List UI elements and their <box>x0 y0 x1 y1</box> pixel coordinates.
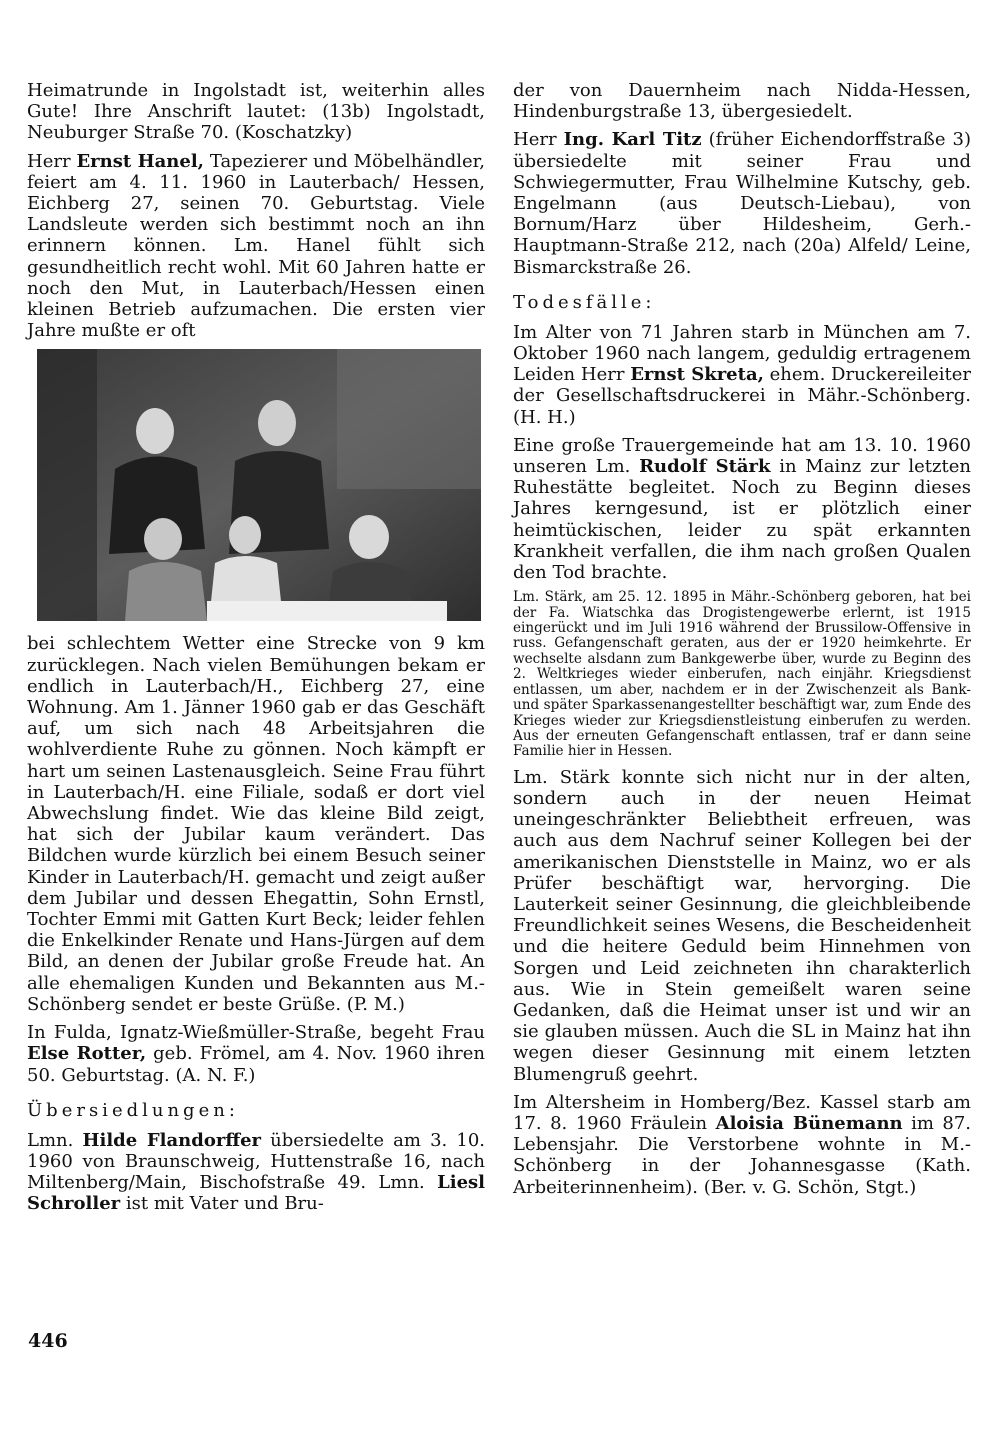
person-name-karl-titz: Ing. Karl Titz <box>563 129 702 151</box>
text-segment: ehem. Druckereileiter der Gesellschaftsdruckerei in Mähr.-Schönberg. (H. H.) <box>513 364 971 428</box>
right-column <box>513 80 971 1205</box>
article-moves <box>27 1130 485 1215</box>
text-segment: Herr <box>27 150 77 172</box>
article-ingolstadt-ending: Heimatrunde in Ingolstadt ist, weiterhin alles Gute! Ihre Anschrift lautet: (13b) Ingolstadt, Neuburger Straße 70. (Koschatzky) <box>27 80 485 144</box>
person-name-hilde-flandorffer: Hilde Flandorffer <box>82 1129 262 1151</box>
text-segment: Im Alter von 71 Jahren starb in München am 7. Oktober 1960 nach langem, geduldig ertragenem Leiden Herr <box>513 321 971 386</box>
person-name-ernst-hanel: Ernst Hanel, <box>76 150 204 172</box>
text-segment: In Fulda, Ignatz-Wießmüller-Straße, begeht Frau <box>27 1022 485 1044</box>
text-segment: übersiedelte am 3. 10. 1960 von Braunschweig, Huttenstraße 16, nach Miltenberg/Main, Bischofstraße 49. Lmn. <box>27 1129 486 1194</box>
person-name-ernst-skreta: Ernst Skreta, <box>630 364 764 386</box>
article-ernst-skreta <box>513 322 971 428</box>
article-ernst-hanel-continued: bei schlechtem Wetter eine Strecke von 9 km zurücklegen. Nach vielen Bemühungen bekam er endlich in Lauterbach/H., Eichberg 27, eine Wohnung. Am 1. Jänner 1960 gab er das Geschäft auf, um sich nach 48 Arbeitsjahren die wohlverdiente Ruhe zu gönnen. Noch kämpft er hart um seinen Lastenausgleich. Seine Frau führt in Lauterbach/H. eine Filiale, sodaß er dort viel Abwechslung findet. Wie das kleine Bild zeigt, hat sich der Jubilar kaum verändert. Das Bildchen wurde kürzlich bei einem Besuch seiner Kinder in Lauterbach/H. gemacht und zeigt außer dem Jubilar und dessen Ehegattin, Sohn Ernstl, Tochter Emmi mit Gatten Kurt Beck; leider fehlen die Enkelkinder Renate und Hans-Jürgen auf dem Bild, an denen der Jubilar große Freude hat. An alle ehemaligen Kunden und Bekannten aus M.-Schönberg sendet er beste Grüße. (P. M.) <box>27 633 485 1015</box>
text-segment: im 87. Lebensjahr. Die Verstorbene wohnte in M.-Schönberg in der Johannesgasse (Kath. Arbeiterinnenheim). (Ber. v. G. Schön, Stgt.) <box>513 1112 971 1198</box>
person-name-aloisia-buenemann: Aloisia Bünemann <box>715 1112 903 1134</box>
text-segment: geb. Frömel, am 4. Nov. 1960 ihren 50. Geburtstag. (A. N. F.) <box>27 1043 485 1086</box>
text-segment: (früher Eichendorffstraße 3) übersiedelte mit seiner Frau und Schwiegermutter, Frau Wilhelmine Kutschy, geb. Engelmann (aus Deutsch-Liebau), von Bornum/Harz über Hildesheim, Gerh.-Hauptmann-Straße 212, nach (20a) Alfeld/ Leine, Bismarckstraße 26. <box>513 129 972 278</box>
article-aloisia-buenemann <box>513 1092 971 1198</box>
family-photo-image <box>37 349 481 621</box>
article-staerk-biography: Lm. Stärk, am 25. 12. 1895 in Mähr.-Schönberg geboren, hat bei der Fa. Wiatschka das Drogistengewerbe erlernt, ist 1915 eingerückt und im Juli 1916 während der Brussilow-Offensive in russ. Gefangenschaft geraten, aus der er 1920 heimkehrte. Er wechselte alsdann zum Bankgewerbe über, wurde zu Beginn des 2. Weltkrieges wieder einberufen, nach einjähr. Kriegsdienst entlassen, um aber, nachdem er in der Zwischenzeit als Bank- und später Sparkassenangestellter beschäftigt war, zum Ende des Krieges wieder zur Kriegsdienstleistung einberufen zu werden. Aus der erneuten Gefangenschaft entlassen, traf er dann seine Familie hier in Hessen. <box>513 589 971 760</box>
person-name-rudolf-staerk: Rudolf Stärk <box>639 456 771 478</box>
text-segment: Lmn. <box>27 1129 83 1151</box>
article-staerk-tribute: Lm. Stärk konnte sich nicht nur in der alten, sondern auch in der neuen Heimat uneingeschränkter Beliebtheit erfreuen, was auch aus dem Nachruf seiner Kollegen bei der amerikanischen Dienststelle in Mainz, wo er als Prüfer beschäftigt war, hervorging. Die Lauterkeit seiner Gesinnung, die gleichbleibende Freundlichkeit seines Wesens, die Bescheidenheit und die heitere Geduld beim Hinnehmen von Sorgen und Leid zeichneten ihn charakterlich aus. Wie in Stein gemeißelt waren seine Gedanken, daß die Heimat unser ist und wir an sie glauben müssen. Auch die SL in Mainz hat ihn wegen dieser Gesinnung mit einem letzten Blumengruß geehrt. <box>513 766 971 1085</box>
text-segment: Tapezierer und Möbelhändler, feiert am 4. 11. 1960 in Lauterbach/ Hessen, Eichberg 27, seinen 70. Geburtstag. Viele Landsleute werden sich bestimmt noch an ihn erinnern können. Lm. Hanel fühlt sich gesundheitlich recht wohl. Mit 60 Jahren hatte er noch den Mut, in Lauterbach/Hessen einen kleinen Betrieb aufzumachen. Die ersten vier Jahre mußte er oft <box>27 150 485 342</box>
article-rudolf-staerk <box>513 435 971 583</box>
text-segment: Herr <box>513 129 564 151</box>
text-segment: Im Altersheim in Homberg/Bez. Kassel starb am 17. 8. 1960 Fräulein <box>513 1091 971 1134</box>
text-segment: ist mit Vater und Bru- <box>120 1193 324 1215</box>
person-name-liesl-schroller: Liesl Schroller <box>27 1172 485 1215</box>
section-heading-moves: Übersiedlungen: <box>27 1099 239 1121</box>
section-heading-deaths: Todesfälle: <box>513 291 656 313</box>
left-column <box>27 80 485 1222</box>
page-number: 446 <box>28 1330 68 1352</box>
family-photo <box>37 349 481 621</box>
text-segment: in Mainz zur letzten Ruhestätte begleitet. Noch zu Beginn dieses Jahres kerngesund, ist er plötzlich einer heimtückischen, leider zu spät erkannten Krankheit verfallen, die ihm nach großen Qualen den Tod brachte. <box>513 456 971 584</box>
article-moves-continued: der von Dauernheim nach Nidda-Hessen, Hindenburgstraße 13, übergesiedelt. <box>513 80 971 123</box>
article-karl-titz <box>513 129 971 277</box>
article-else-rotter <box>27 1022 485 1086</box>
text-segment: Eine große Trauergemeinde hat am 13. 10. 1960 unseren Lm. <box>513 434 971 478</box>
person-name-else-rotter: Else Rotter, <box>27 1043 147 1065</box>
article-ernst-hanel <box>27 151 485 342</box>
